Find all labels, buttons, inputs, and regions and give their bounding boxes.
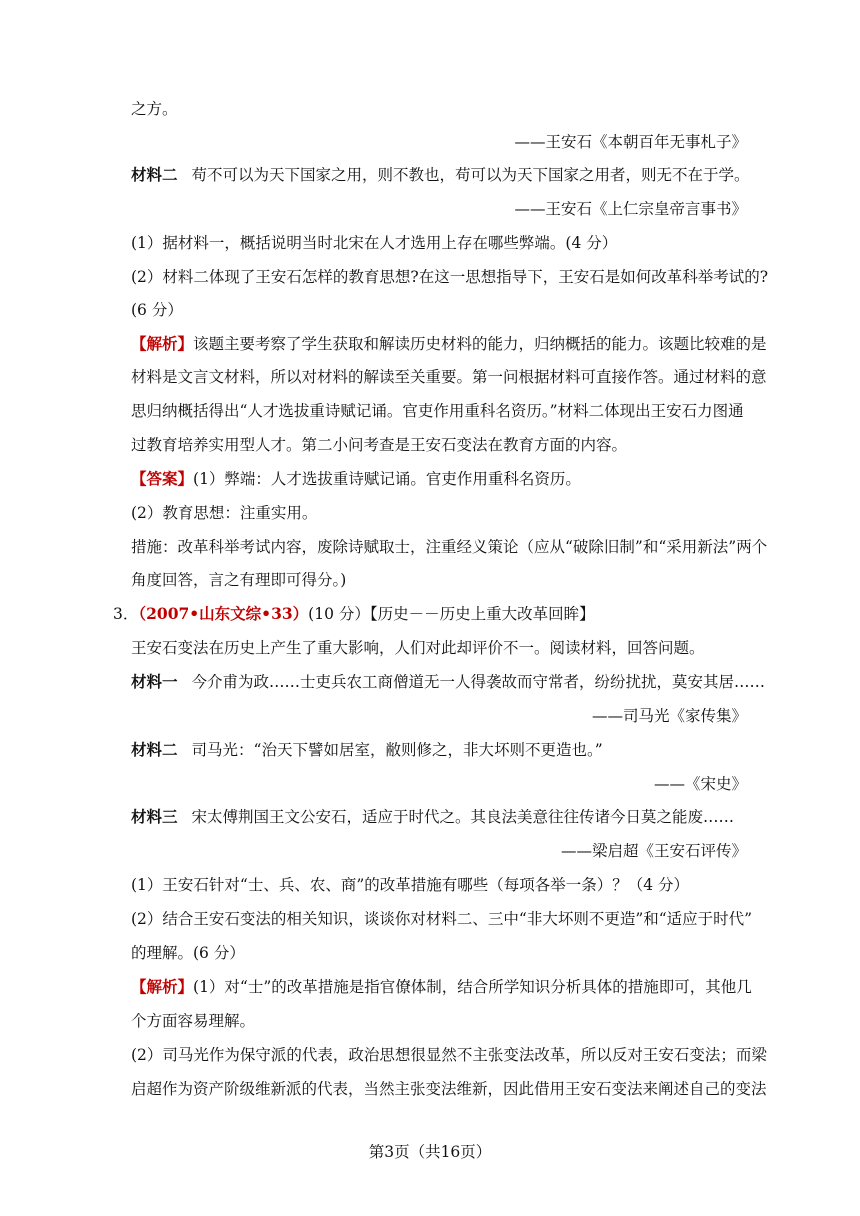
question-score-topic: (10 分）【历史－－历史上重大改革回眸】 [308,605,595,623]
material-text: 宋太傅荆国王文公安石，适应于时代之。其良法美意往往传诸今日莫之能废…… [191,808,735,826]
source-citation: ——《宋史》 [653,775,747,793]
question-1: (1）王安石针对“士、兵、农、商”的改革措施有哪些（每项各举一条）？（4 分） [131,876,690,894]
material-two [131,739,603,761]
material-text: 苟不可以为天下国家之用，则不教也，苟可以为天下国家之用者，则无不在于学。 [191,166,750,184]
material-label: 材料二 [131,165,178,184]
analysis-text: 个方面容易理解。 [131,1012,256,1030]
question-2-cont: 的理解。(6 分） [131,944,245,962]
answer-text: (1）弊端：人才选拔重诗赋记诵。官吏作用重科名资历。 [193,470,581,488]
material-label: 材料二 [131,740,178,759]
answer [131,468,581,490]
material-three [131,806,734,828]
question-1: (1）据材料一，概括说明当时北宋在人才选用上存在哪些弊端。(4 分） [131,234,618,252]
material-label: 材料三 [131,807,178,826]
analysis [131,976,752,998]
source-citation: ——司马光《家传集》 [591,707,747,725]
question-intro: 王安石变法在历史上产生了重大影响，人们对此却评价不一。阅读材料，回答问题。 [131,639,705,657]
page-footer: 第3页（共16页） [368,1143,492,1161]
analysis [131,333,767,355]
answer-text: (2）教育思想：注重实用。 [131,504,318,522]
answer-text: 角度回答，言之有理即可得分。) [131,571,347,589]
analysis-text: 该题主要考察了学生获取和解读历史材料的能力，归纳概括的能力。该题比较难的是 [193,335,767,353]
material-text: 司马光：“治天下譬如居室，敝则修之，非大坏则不更造也。” [191,741,603,759]
analysis-text: 材料是文言文材料，所以对材料的解读至关重要。第一问根据材料可直接作答。通过材料的意 [131,368,767,386]
analysis-label: 【解析】 [131,977,194,996]
analysis-text: 思归纳概括得出“人才选拔重诗赋记诵。官吏作用重科名资历。”材料二体现出王安石力图通 [131,402,744,420]
analysis-text: 过教育培养实用型人才。第二小问考查是王安石变法在教育方面的内容。 [131,436,628,454]
source-citation: ——王安石《本朝百年无事札子》 [514,133,747,151]
analysis-text: 启超作为资产阶级维新派的代表，当然主张变法维新，因此借用王安石变法来阐述自己的变法 [131,1080,767,1098]
source-citation: ——王安石《上仁宗皇帝言事书》 [514,200,747,218]
question-2: (2）材料二体现了王安石怎样的教育思想?在这一思想指导下，王安石是如何改革科举考试的? [131,268,769,286]
analysis-text: (1）对“士”的改革措施是指官僚体制，结合所学知识分析具体的措施即可，其他几 [193,978,752,996]
question-2: (2）结合王安石变法的相关知识，谈谈你对材料二、三中“非大坏则不更造”和“适应于时代” [131,910,753,928]
source-citation: ——梁启超《王安石评传》 [560,842,747,860]
answer-text: 措施：改革科举考试内容，废除诗赋取士，注重经义策论（应从“破除旧制”和“采用新法”两个 [131,538,768,556]
material-two [131,164,750,186]
question-source: （2007•山东文综•33） [138,604,309,623]
material-label: 材料一 [131,672,178,691]
analysis-text: (2）司马光作为保守派的代表，政治思想很显然不主张变法改革，所以反对王安石变法；而梁 [131,1046,767,1064]
material-text: 今介甫为政……士吏兵农工商僧道无一人得袭故而守常者，纷纷扰扰，莫安其居…… [191,673,766,691]
material-one [131,671,765,693]
continuation-line: 之方。 [131,100,178,118]
question-2-cont: (6 分） [131,301,183,319]
question-number: 3． [113,605,139,623]
question-3-header [113,603,595,625]
answer-label: 【答案】 [131,469,194,488]
analysis-label: 【解析】 [131,334,194,353]
